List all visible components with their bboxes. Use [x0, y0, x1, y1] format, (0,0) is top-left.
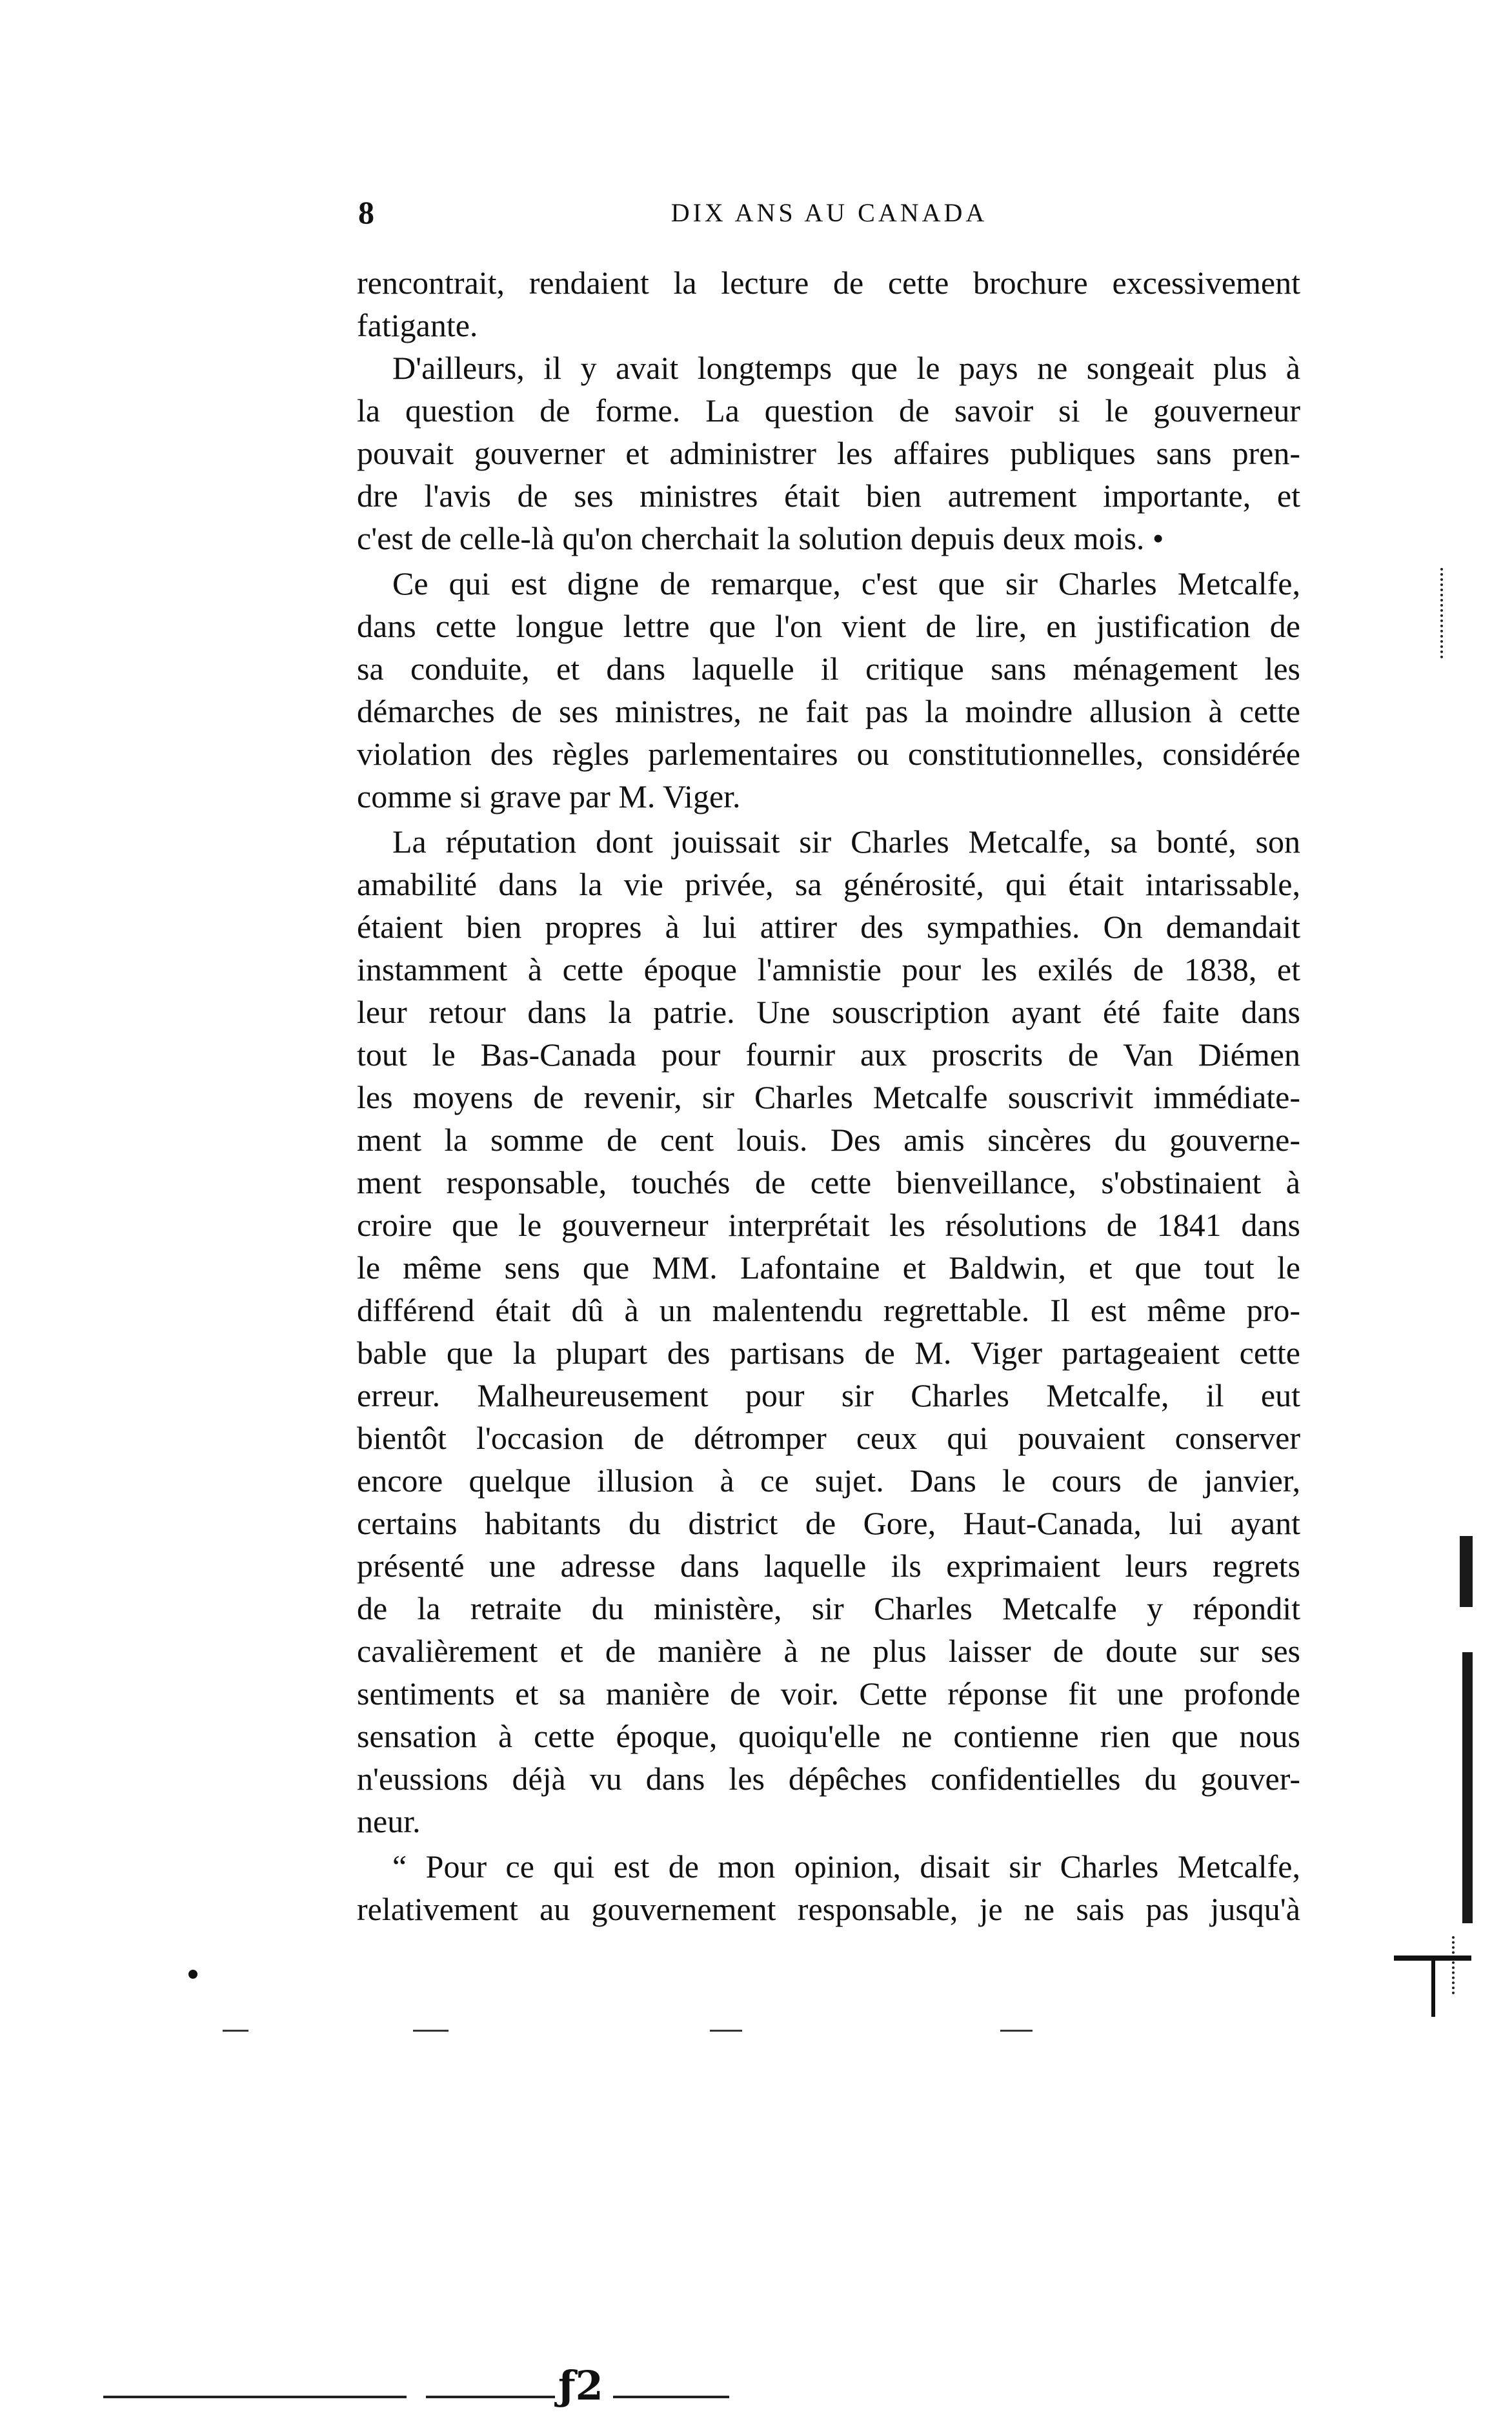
scan-edge-marks — [1452, 1936, 1457, 1994]
text-line: leur retour dans la patrie. Une souscription ayant été faite dans — [357, 994, 1300, 1030]
marginal-mark: ƒ2 — [558, 2362, 603, 2409]
text-line: certains habitants du district de Gore, Haut-Canada, lui ayant — [357, 1505, 1300, 1541]
text-line: instamment à cette époque l'amnistie pour les exilés de 1838, et — [357, 951, 1300, 987]
text-line: étaient bien propres à lui attirer des sympathies. On demandait — [357, 909, 1300, 945]
binding-shadow — [1462, 1652, 1473, 1923]
scan-dash — [223, 2030, 248, 2032]
binding-shadow — [1460, 1536, 1473, 1607]
text-line: fatigante. — [357, 307, 478, 343]
bottom-rule — [103, 2396, 407, 2398]
scan-dash — [710, 2030, 742, 2032]
text-line: croire que le gouverneur interprétait les résolutions de 1841 dans — [357, 1207, 1300, 1243]
text-line: présenté une adresse dans laquelle ils exprimaient leurs regrets — [357, 1548, 1300, 1584]
text-line: le même sens que MM. Lafontaine et Baldwin, et que tout le — [357, 1249, 1300, 1286]
text-line: rencontrait, rendaient la lecture de cette brochure excessivement — [357, 265, 1300, 301]
text-line: neur. — [357, 1803, 421, 1839]
paragraph-start: La réputation dont jouissait sir Charles Metcalfe, sa bonté, son — [392, 824, 1300, 860]
paragraph-start: “ Pour ce qui est de mon opinion, disait sir Charles Metcalfe, — [392, 1848, 1300, 1885]
text-line: bientôt l'occasion de détromper ceux qui pouvaient conserver — [357, 1420, 1300, 1456]
text-line: les moyens de revenir, sir Charles Metcalfe souscrivit immédiate- — [357, 1079, 1300, 1115]
stray-dot — [188, 1970, 197, 1979]
scan-edge-marks — [1440, 568, 1446, 658]
text-line: bable que la plupart des partisans de M. Viger partageaient cette — [357, 1335, 1300, 1371]
body-text — [357, 261, 1300, 1930]
bottom-rule — [613, 2396, 729, 2398]
text-line: c'est de celle-là qu'on cherchait la solution depuis deux mois. • — [357, 520, 1164, 556]
text-line: dans cette longue lettre que l'on vient de lire, en justification de — [357, 608, 1300, 644]
text-line: ment responsable, touchés de cette bienveillance, s'obstinaient à — [357, 1164, 1300, 1200]
text-line: sa conduite, et dans laquelle il critique sans ménagement les — [357, 651, 1300, 687]
paragraph-start: D'ailleurs, il y avait longtemps que le pays ne songeait plus à — [392, 350, 1300, 386]
paragraph-start: Ce qui est digne de remarque, c'est que sir Charles Metcalfe, — [392, 565, 1300, 601]
scan-dash — [1000, 2030, 1033, 2032]
text-line: démarches de ses ministres, ne fait pas la moindre allusion à cette — [357, 693, 1300, 729]
text-line: dre l'avis de ses ministres était bien autrement importante, et — [357, 478, 1300, 514]
text-line: différend était dû à un malentendu regrettable. Il est même pro- — [357, 1292, 1300, 1328]
running-head — [358, 194, 1300, 239]
text-line: amabilité dans la vie privée, sa générosité, qui était intarissable, — [357, 866, 1300, 902]
text-line: sensation à cette époque, quoiqu'elle ne contienne rien que nous — [357, 1718, 1300, 1754]
text-line: ment la somme de cent louis. Des amis sincères du gouverne- — [357, 1122, 1300, 1158]
text-line: cavalièrement et de manière à ne plus laisser de doute sur ses — [357, 1633, 1300, 1669]
text-line: la question de forme. La question de savoir si le gouverneur — [357, 392, 1300, 429]
text-line: de la retraite du ministère, sir Charles Metcalfe y répondit — [357, 1590, 1300, 1626]
page-number: 8 — [358, 194, 374, 230]
text-line: comme si grave par M. Viger. — [357, 778, 741, 814]
text-line: pouvait gouverner et administrer les affaires publiques sans pren- — [357, 435, 1300, 471]
text-line: encore quelque illusion à ce sujet. Dans le cours de janvier, — [357, 1462, 1300, 1499]
text-line: violation des règles parlementaires ou constitutionnelles, considérée — [357, 736, 1300, 772]
text-line: sentiments et sa manière de voir. Cette réponse fit une profonde — [357, 1675, 1300, 1712]
text-line: relativement au gouvernement responsable, je ne sais pas jusqu'à — [357, 1891, 1300, 1927]
text-line: erreur. Malheureusement pour sir Charles Metcalfe, il eut — [357, 1377, 1300, 1413]
scan-dash — [413, 2030, 449, 2032]
bottom-rule — [426, 2396, 555, 2398]
text-line: n'eussions déjà vu dans les dépêches confidentielles du gouver- — [357, 1761, 1300, 1797]
text-line: tout le Bas-Canada pour fournir aux proscrits de Van Diémen — [357, 1036, 1300, 1073]
running-title: DIX ANS AU CANADA — [670, 198, 988, 227]
